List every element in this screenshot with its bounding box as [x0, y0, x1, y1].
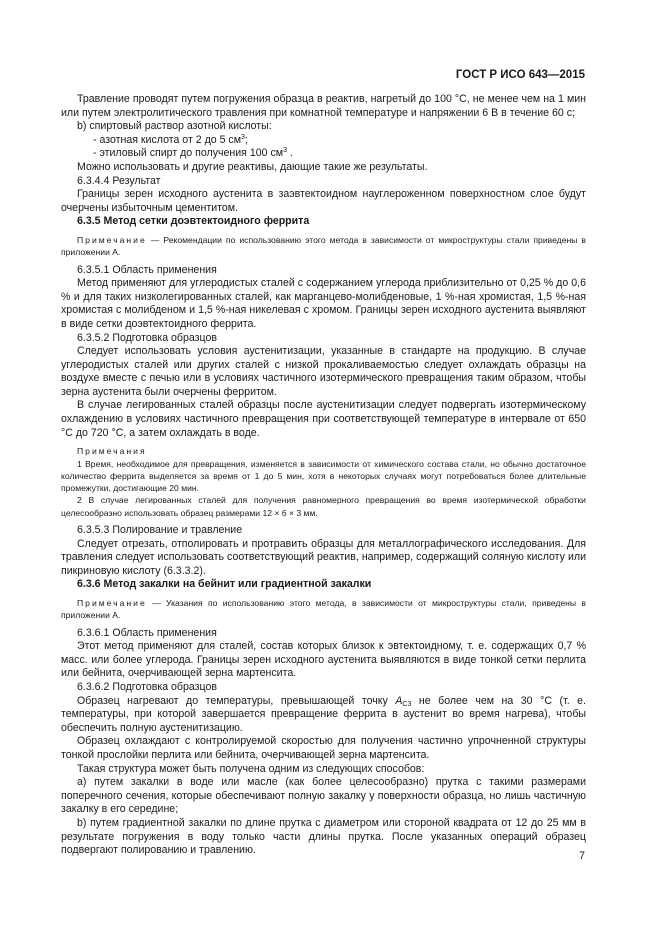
page-number: 7	[579, 850, 585, 862]
note: 1 Время, необходимое для превращения, изменяется в зависимости от химического состава стали, но обычно достаточное количество феррита выделяется за время от 1 до 5 мин, хотя в некоторых случаях могут потребоваться более длительные промежутки, достигающие 20 мин.	[61, 458, 586, 494]
section-heading-6352: 6.3.5.2 Подготовка образцов	[77, 331, 217, 344]
paragraph: Границы зерен исходного аустенита в заэвтектоидном науглероженном поверхностном слое будут очерчены избыточным цементитом.	[61, 188, 586, 214]
paragraph: Следует отрезать, отполировать и протравить образцы для металлографического исследования. Для травления следует использовать соответствующий реактив, например, содержащий соляную кислоту или пикриновую кислоту (6.3.3.2).	[61, 537, 586, 577]
list-item-b: b) спиртовый раствор азотной кислоты:	[77, 120, 272, 133]
section-heading-6351: 6.3.5.1 Область применения	[77, 263, 217, 276]
list-dash-item: - этиловый спирт до получения 100 $см^3$ .	[93, 147, 293, 160]
section-heading-6361: 6.3.6.1 Область применения	[77, 626, 217, 639]
list-dash-item: - азотная кислота от 2 до 5 $см^3$;	[93, 133, 248, 146]
section-heading-636: 6.3.6 Метод закалки на бейнит или градиентной закалки	[77, 578, 372, 591]
paragraph: В случае легированных сталей образцы после аустенитизации следует подвергать изотермическому охлаждению в условиях частичного превращения при соответствующей температуре в интервале от 650 °С до 720 °С, а затем охлаждать в воде.	[61, 399, 586, 439]
list-item-a: а) путем закалки в воде или масле (как более целесообразно) прутка с такими размерами поперечного сечения, которые обеспечивают полную закалку у поверхности образца, но лишь частичную закалку в его середине;	[61, 776, 586, 816]
paragraph: Метод применяют для углеродистых сталей с содержанием углерода приблизительно от 0,25 % до 0,6 % и для таких низколегированных сталей, как марганцево-молибденовые, 1 %-ная хромистая, 1,5 %-ная хромистая с молибденом и 1,5 %-ная никелевая с хромом. Границы зерен исходного аустенита выявляют в виде сетки доэвтектоидного феррита.	[61, 277, 586, 330]
paragraph: Следует использовать условия аустенитизации, указанные в стандарте на продукцию. В случае углеродистых сталей или других сталей с низкой прокаливаемостью следует охлаждать образцы на воздухе вместе с печью или в условиях частичного изотермического превращения таким образом, чтобы зерна аустенита были очерчены ферритом.	[61, 345, 586, 398]
document-body	[61, 93, 586, 858]
document-header-title: ГОСТ Р ИСО 643—2015	[455, 69, 585, 81]
section-heading-635: 6.3.5 Метод сетки доэвтектоидного феррита	[77, 215, 310, 228]
paragraph: Такая структура может быть получена одним из следующих способов:	[77, 762, 425, 775]
paragraph: Травление проводят путем погружения образца в реактив, нагретый до 100 °С, не менее чем на 1 мин или путем электролитического травления при комнатной температуре и напряжении 6 В в течение 60 с;	[61, 93, 586, 119]
note: 2 В случае легированных сталей для получения равномерного превращения во время изотермической обработки целесообразно использовать образец размерами 12 × 6 × 3 мм.	[61, 495, 586, 518]
note: Примечание — Рекомендации по использованию этого метода в зависимости от микроструктуры стали приведены в приложении А.	[61, 234, 586, 258]
note: Примечание — Указания по использованию этого метода, в зависимости от микроструктуры стали, приведены в приложении А.	[61, 598, 586, 621]
section-heading-6353: 6.3.5.3 Полирование и травление	[77, 524, 243, 537]
paragraph: Можно использовать и другие реактивы, дающие такие же результаты.	[77, 160, 428, 173]
section-heading-6344: 6.3.4.4 Результат	[77, 174, 161, 187]
paragraph: Образец нагревают до температуры, превышающей точку $A_{C3}$ не более чем на 30 °С (т. е. температуры, при которой завершается превращение феррита в аустенит во время нагрева), чтобы обеспечить полную аустенитизацию.	[61, 694, 586, 734]
paragraph: Этот метод применяют для сталей, состав которых близок к эвтектоидному, т. е. содержащих 0,7 % масс. или более углерода. Границы зерен исходного аустенита выявляются в виде тонкой сетки перлита или бейнита, очерчивающей зерна мартенсита.	[61, 640, 586, 680]
section-heading-6362: 6.3.6.2 Подготовка образцов	[77, 680, 217, 693]
paragraph: Образец охлаждают с контролируемой скоростью для получения частично упрочненной структуры тонкой прослойки перлита или бейнита, очерчивающей зерна мартенсита.	[61, 735, 586, 761]
list-item-b: b) путем градиентной закалки по длине прутка с диаметром или стороной квадрата от 12 до 25 мм в результате погружения в воду только части длины прутка. После указанных операций образец подвергают полированию и травлению.	[61, 816, 586, 857]
notes-label: Примечания	[77, 446, 147, 457]
